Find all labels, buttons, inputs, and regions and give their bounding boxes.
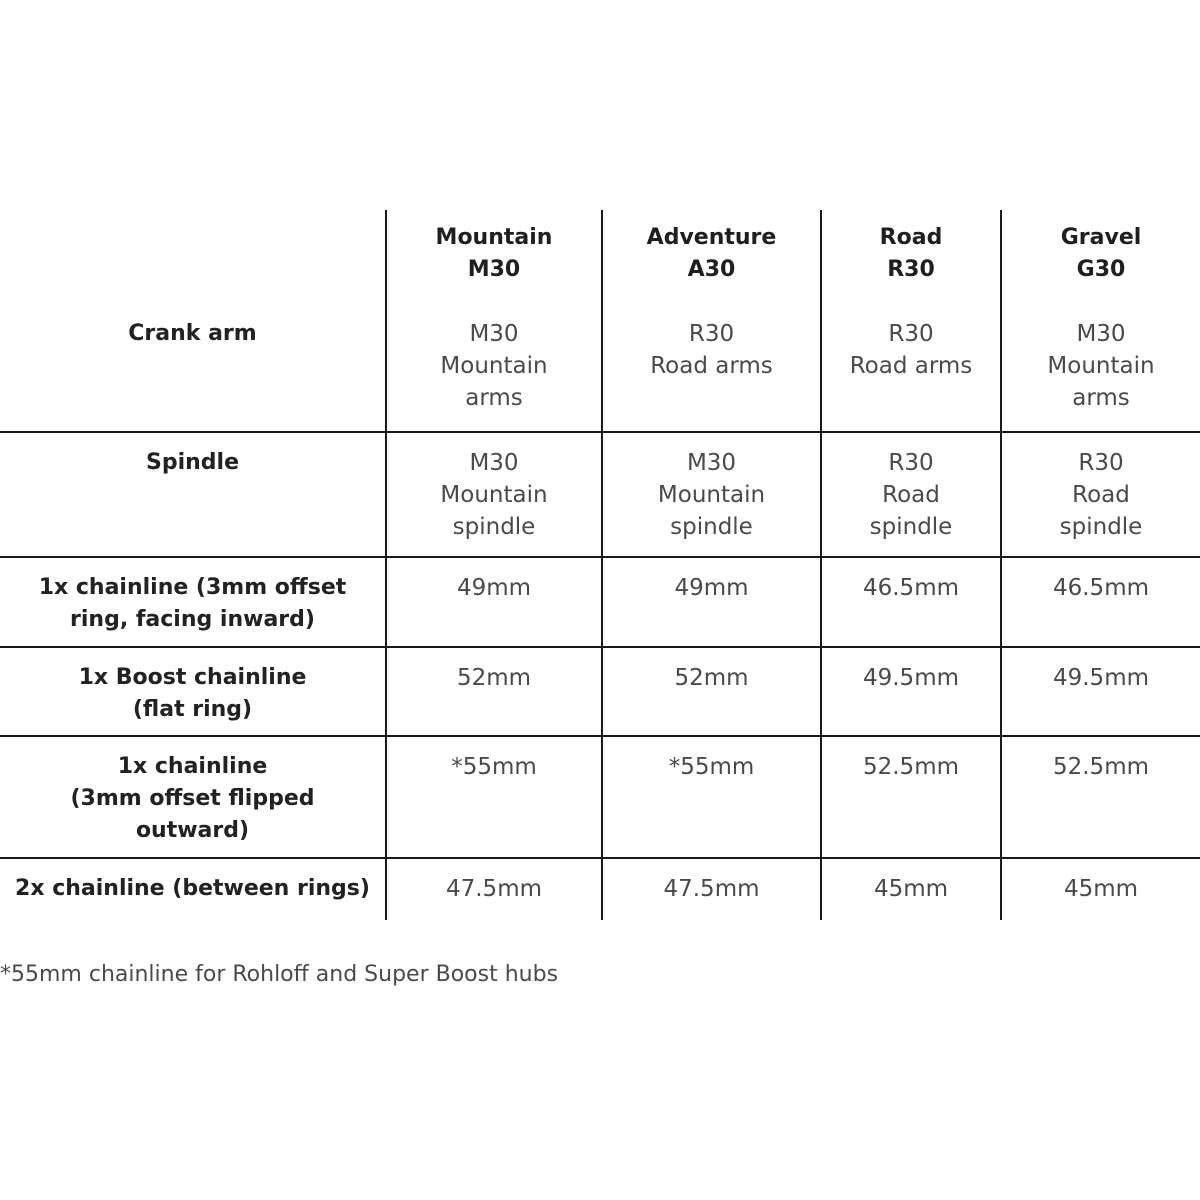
cell-line: 47.5mm	[663, 876, 760, 902]
table-cell	[1001, 858, 1200, 920]
row-label-line: (3mm offset flipped	[70, 786, 315, 811]
cell-line: spindle	[452, 514, 536, 540]
table-cell	[821, 304, 1001, 432]
row-label	[0, 557, 386, 647]
table-cell	[386, 647, 602, 736]
column-header-name: Gravel	[1060, 225, 1142, 250]
cell-line: R30	[688, 321, 735, 347]
cell-line: arms	[1072, 385, 1130, 411]
cell-line: 49mm	[674, 575, 749, 601]
table-cell	[821, 736, 1001, 858]
column-header-name: Mountain	[435, 225, 553, 250]
table-cell	[602, 736, 821, 858]
cell-line: Mountain	[657, 482, 766, 508]
table-cell	[1001, 304, 1200, 432]
table-cell	[821, 858, 1001, 920]
table-cell	[386, 858, 602, 920]
row-label-line: outward)	[135, 818, 250, 843]
table-cell	[821, 432, 1001, 557]
cell-line: 45mm	[873, 876, 949, 902]
table-cell	[386, 304, 602, 432]
column-header-model: M30	[467, 257, 521, 282]
cell-line: R30	[888, 321, 934, 347]
table-row-1x-chainline-inward	[0, 557, 1200, 647]
cell-line: 49.5mm	[862, 665, 960, 691]
column-header-name: Adventure	[646, 225, 777, 250]
cell-line: Mountain	[1047, 353, 1155, 379]
cell-line: 52.5mm	[1052, 754, 1150, 780]
cell-line: 49.5mm	[1052, 665, 1150, 691]
cell-line: Road	[1072, 482, 1130, 508]
table-row-2x-chainline	[0, 858, 1200, 920]
cell-line: 52.5mm	[862, 754, 960, 780]
table-cell	[1001, 557, 1200, 647]
row-label-line: 1x chainline (3mm offset	[38, 575, 347, 600]
column-header-adventure	[602, 210, 821, 304]
chainline-spec-table	[0, 210, 1200, 920]
cell-line: arms	[465, 385, 523, 411]
row-label-line: ring, facing inward)	[70, 607, 315, 632]
table-cell	[602, 304, 821, 432]
cell-line: spindle	[670, 514, 753, 540]
column-header-model: R30	[887, 257, 935, 282]
table-cell	[1001, 647, 1200, 736]
cell-line: Road arms	[650, 353, 773, 379]
row-label	[0, 432, 386, 557]
column-header-gravel	[1001, 210, 1200, 304]
row-label	[0, 647, 386, 736]
row-label	[0, 304, 386, 432]
column-header-model: G30	[1076, 257, 1126, 282]
cell-line: M30	[686, 450, 737, 476]
table-cell	[821, 557, 1001, 647]
table-row-spindle	[0, 432, 1200, 557]
table-row-crank-arm	[0, 304, 1200, 432]
cell-line: R30	[888, 450, 934, 476]
cell-line: 52mm	[456, 665, 532, 691]
cell-line: M30	[469, 321, 519, 347]
row-label-line: 2x chainline (between rings)	[15, 876, 370, 901]
cell-line: R30	[1078, 450, 1124, 476]
table-cell	[602, 432, 821, 557]
table-row-1x-boost-chainline	[0, 647, 1200, 736]
cell-line: 52mm	[674, 665, 749, 691]
cell-line: 45mm	[1063, 876, 1139, 902]
table-cell	[1001, 432, 1200, 557]
cell-line: spindle	[1059, 514, 1143, 540]
cell-line: M30	[1076, 321, 1126, 347]
cell-line: 49mm	[456, 575, 532, 601]
cell-line: 46.5mm	[862, 575, 960, 601]
header-corner-cell	[0, 210, 386, 304]
table-cell	[821, 647, 1001, 736]
cell-line: Mountain	[440, 353, 548, 379]
column-header-road	[821, 210, 1001, 304]
table-cell	[1001, 736, 1200, 858]
column-header-model: A30	[687, 257, 736, 282]
cell-line: Road	[882, 482, 940, 508]
cell-line: 47.5mm	[445, 876, 543, 902]
table-cell	[602, 647, 821, 736]
cell-line: *55mm	[451, 754, 537, 780]
cell-line: *55mm	[668, 754, 755, 780]
table-row-1x-chainline-flipped	[0, 736, 1200, 858]
cell-line: M30	[469, 450, 519, 476]
cell-line: Mountain	[440, 482, 548, 508]
row-label-line: Spindle	[145, 450, 239, 475]
header-row	[0, 210, 1200, 304]
row-label	[0, 736, 386, 858]
row-label-line: Crank arm	[128, 321, 257, 346]
column-header-mountain	[386, 210, 602, 304]
table-cell	[386, 736, 602, 858]
footnote: *55mm chainline for Rohloff and Super Boost hubs	[0, 962, 559, 987]
cell-line: spindle	[869, 514, 953, 540]
row-label-line: 1x Boost chainline	[78, 665, 307, 690]
cell-line: 46.5mm	[1052, 575, 1150, 601]
table-cell	[386, 432, 602, 557]
table-cell	[602, 858, 821, 920]
table-cell	[386, 557, 602, 647]
row-label-line: (flat ring)	[132, 697, 253, 722]
cell-line: Road arms	[849, 353, 973, 379]
table-cell	[602, 557, 821, 647]
column-header-name: Road	[879, 225, 943, 250]
row-label	[0, 858, 386, 920]
row-label-line: 1x chainline	[117, 754, 268, 779]
